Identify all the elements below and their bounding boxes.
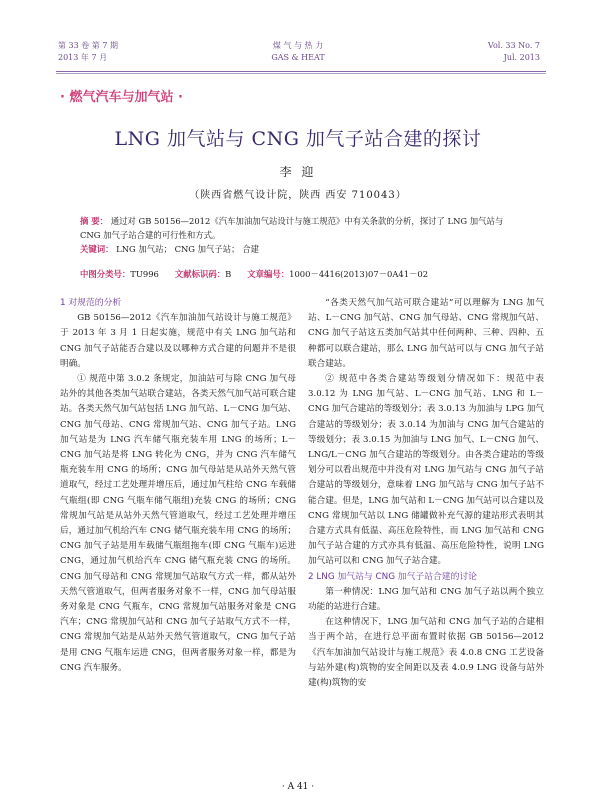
header-rule <box>56 71 546 72</box>
section-1-heading: 1 对规范的分析 <box>60 298 122 308</box>
page-number: · A 41 · <box>281 782 315 792</box>
article-number-value: 1000－4416(2013)07－0A41－02 <box>289 269 429 279</box>
left-column <box>60 296 296 676</box>
journal-name-en: GAS & HEAT <box>271 53 325 62</box>
abstract <box>80 214 520 256</box>
header-vol-no: Vol. 33 No. 7 <box>487 41 540 50</box>
header-date: 2013 年 7 月 <box>58 53 108 62</box>
article-number-label: 文章编号： <box>247 269 290 279</box>
article-title: LNG 加气站与 CNG 加气子站合建的探讨 <box>114 128 482 150</box>
header-volume-issue: 第 33 卷 第 7 期 <box>58 41 118 50</box>
keywords-text: LNG 加气站； CNG 加气子站； 合建 <box>116 244 259 254</box>
header-rule-thin <box>56 73 546 74</box>
clc-label: 中图分类号： <box>80 269 131 279</box>
abstract-label: 摘 要： <box>80 216 109 226</box>
classification-line <box>80 268 540 280</box>
paragraph: “各类天然气加气站可联合建站”可以理解为 LNG 加气站、L－CNG 加气站、CNG 加气母站、CNG 常规加气站、CNG 加气子站这五类加气站其中任何两种、三种、四种、五种都可以联合建站，那么 LNG 加气站可以与 CNG 加气子站联合建站。 <box>308 298 544 369</box>
paragraph: 在这种情况下，LNG 加气站和 CNG 加气子站的合建相当于两个站，在进行总平面布置时依据 GB 50156—2012《汽车加油加气站设计与施工规范》表 4.0.8 CNG 工艺设备与站外建(构)筑物的安全间距以及表 4.0.9 LNG 设备与站外建(构)筑物的安 <box>308 617 544 689</box>
paragraph: ① 规范中第 3.0.2 条规定，加油站可与除 CNG 加气母站外的其他各类加气站联合建站，各类天然气加气站可联合建站。各类天然气加气站包括 LNG 加气站、L－CNG 加气站、CNG 加气母站、CNG 常规加气站、CNG 加气子站。LNG 加气站是为 LNG 汽车储气瓶充装车用 LNG 的场所；L－CNG 加气站是将 LNG 转化为 CNG，并为 CNG 汽车储气瓶充装车用 CNG 的场所；CNG 加气母站是从站外天然气管道取气，经过工艺处理并增压后，通过加气柱给 CNG 车载储气瓶组(即 CNG 气瓶车储气瓶组)充装 CNG 的场所；CNG 常规加气站是从站外天然气管道取气，经过工艺处理并增压后，通过加气机给汽车 CNG 储气瓶充装车用 CNG 的场所；CNG 加气子站是用车载储气瓶组拖车(即 CNG 气瓶车)运进 CNG，通过加气机给汽车 CNG 储气瓶充装 CNG 的场所。CNG 加气母站和 CNG 常规加气站取气方式一样，都从站外天然气管道取气，但两者服务对象不一样，CNG 加气母站服务对象是 CNG 气瓶车，CNG 常规加气站服务对象是 CNG 汽车；CNG 常规加气站和 CNG 加气子站取气方式不一样，CNG 常规加气站是从站外天然气管道取气，CNG 加气子站是用 CNG 气瓶车运进 CNG，但两者服务对象一样，都是为 CNG 汽车服务。 <box>60 374 296 673</box>
running-header <box>0 40 596 70</box>
paragraph: 第一种情况：LNG 加气站和 CNG 加气子站以两个独立功能的站进行合建。 <box>308 586 544 613</box>
header-volume-en <box>488 40 540 64</box>
column-tag: · 燃气汽车与加气站 · <box>60 90 183 105</box>
journal-name-cn: 煤 气 与 热 力 <box>272 41 324 50</box>
abstract-text: 通过对 GB 50156—2012《汽车加油加气站设计与施工规范》中有关条款的分析，探讨了 LNG 加气站与 CNG 加气子站合建的可行性和方式。 <box>80 216 504 240</box>
doc-code-value: B <box>225 269 232 279</box>
affiliation: （陕西省燃气设计院，陕西 西安 710043） <box>189 190 407 201</box>
paragraph: ② 规范中各类合建站等级划分情况如下：规范中表 3.0.12 为 LNG 加气站、L－CNG 加气站、LNG 和 L－CNG 加气合建站的等级划分；表 3.0.13 为加油与 LPG 加气合建站的等级划分；表 3.0.14 为加油与 CNG 加气合建站的等级划分；表 3.0.15 为加油与 LNG 加气、L－CNG 加气、LNG/L－CNG 加气合建站的等级划分。由各类合建站的等级划分可以看出规范中并没有对 LNG 加气站与 CNG 加气子站合建站的等级划分，意味着 LNG 加气站与 CNG 加气子站不能合建。但是，LNG 加气站和 L－CNG 加气站可以合建以及 CNG 常规加气站以 LNG 储罐做补充气源的建站形式表明其合建方式具有低温、高压危险特性，而 LNG 加气站和 CNG 加气子站合建的方式亦具有低温、高压危险特性，说明 LNG 加气站可以和 CNG 加气子站合建。 <box>308 374 544 567</box>
author: 李 迎 <box>279 165 317 179</box>
doc-code-label: 文献标识码： <box>174 269 226 279</box>
clc-value: TU996 <box>130 269 159 279</box>
section-2-heading: 2 LNG 加气站与 CNG 加气子站合建的讨论 <box>308 571 477 582</box>
paragraph: GB 50156—2012《汽车加油加气站设计与施工规范》于 2013 年 3 月 1 日起实施，规范中有关 LNG 加气站和 CNG 加气子站能否合建以及以哪种方式合建的问题并不是很明确。 <box>60 313 296 369</box>
right-column <box>308 296 544 691</box>
header-month: Jul. 2013 <box>503 53 540 62</box>
keywords-label: 关键词： <box>80 244 114 254</box>
